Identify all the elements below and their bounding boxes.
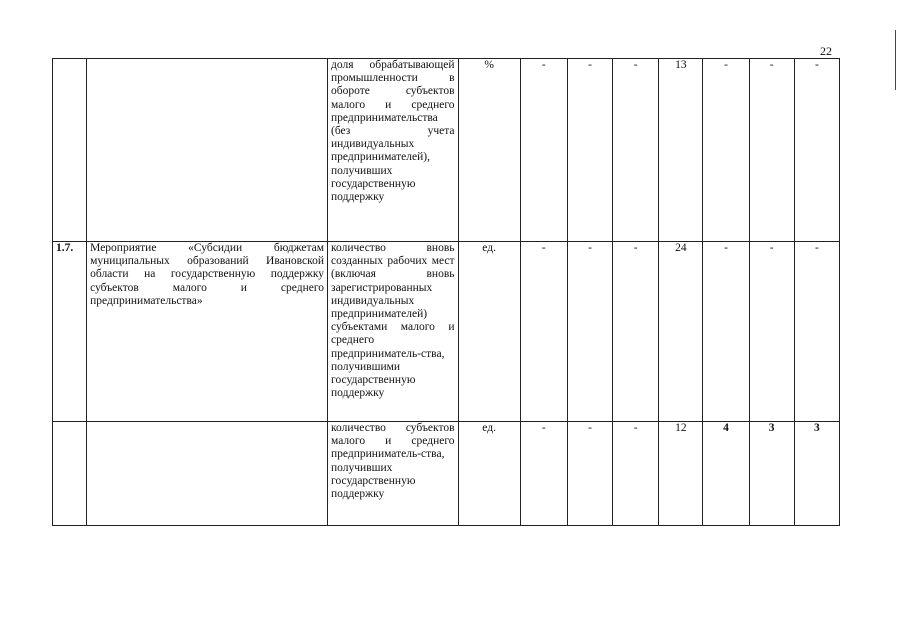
indicator-cell: количество субъектов малого и среднего предприниматель-ства, получивших государственную поддержку: [328, 422, 458, 526]
value-cell: -: [794, 59, 839, 242]
unit-cell: ед.: [458, 242, 520, 422]
row-number-cell: [53, 59, 87, 242]
indicator-cell: доля обрабатывающей промышленности в обороте субъектов малого и среднего предпринимательства (без учета индивидуальных предпринимателей), получивших государственную поддержку: [328, 59, 458, 242]
value-cell: -: [520, 422, 567, 526]
value-cell: -: [613, 242, 659, 422]
row-description-cell: Мероприятие «Субсидии бюджетам муниципальных образований Ивановской области на государственную поддержку субъектов малого и среднего предпринимательства»: [87, 242, 328, 422]
value-cell: 3: [794, 422, 839, 526]
value-cell: -: [567, 422, 612, 526]
unit-cell: ед.: [458, 422, 520, 526]
table-row: [53, 242, 840, 422]
indicator-cell: количество вновь созданных рабочих мест (включая вновь зарегистрированных индивидуальных предпринимателей) субъектами малого и среднего предприниматель-ства, получившими государственную поддержку: [328, 242, 458, 422]
value-cell: -: [520, 242, 567, 422]
row-description-cell: [87, 59, 328, 242]
value-cell: -: [567, 59, 612, 242]
program-table: [52, 58, 840, 526]
value-cell: -: [749, 59, 794, 242]
value-cell: -: [613, 59, 659, 242]
row-number-cell: [53, 422, 87, 526]
value-cell: -: [703, 242, 749, 422]
table-row: [53, 59, 840, 242]
value-cell: -: [613, 422, 659, 526]
row-description-cell: [87, 422, 328, 526]
table-row: [53, 422, 840, 526]
value-cell: 12: [659, 422, 703, 526]
value-cell: -: [749, 242, 794, 422]
unit-cell: %: [458, 59, 520, 242]
value-cell: 3: [749, 422, 794, 526]
value-cell: 24: [659, 242, 703, 422]
row-number-cell: 1.7.: [53, 242, 87, 422]
scan-edge-line: [895, 30, 896, 90]
value-cell: -: [794, 242, 839, 422]
value-cell: -: [520, 59, 567, 242]
value-cell: 4: [703, 422, 749, 526]
page-number: 22: [820, 44, 832, 58]
value-cell: -: [567, 242, 612, 422]
value-cell: 13: [659, 59, 703, 242]
value-cell: -: [703, 59, 749, 242]
